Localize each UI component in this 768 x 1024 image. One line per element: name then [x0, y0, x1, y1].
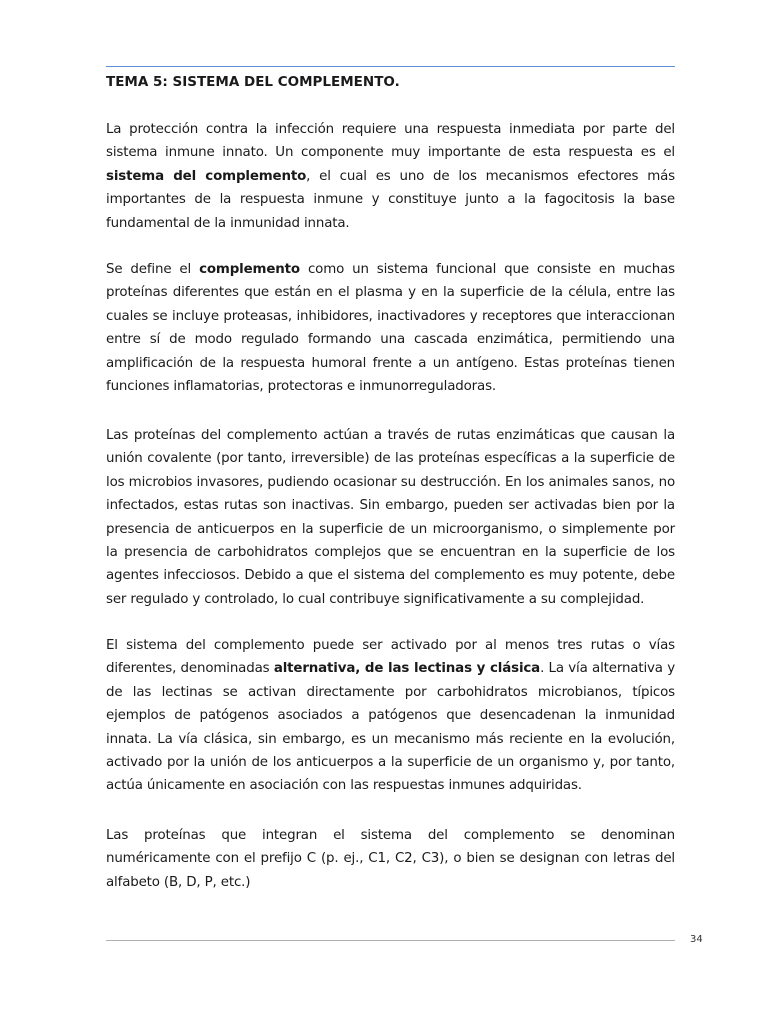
paragraph-text: Se define el — [106, 262, 200, 277]
paragraph-text: como un sistema funcional que consiste en muchas proteínas diferentes que están en el plasma y en la superficie de la célula, entre las cuales se incluye proteasas, inhibidores, inactivadores y receptores que interaccionan entre sí de modo regulado formando una cascada enzimática, permitiendo una amplificación de la respuesta humoral frente a un antígeno. Estas proteínas tienen funciones inflamatorias, protectoras e inmunorreguladoras. — [106, 262, 675, 395]
bold-term: complemento — [199, 262, 300, 277]
paragraph — [106, 258, 675, 398]
page-number: 34 — [690, 934, 703, 945]
paragraph — [106, 824, 675, 894]
page-title: TEMA 5: SISTEMA DEL COMPLEMENTO. — [106, 74, 400, 90]
bold-term: alternativa, de las lectinas y clásica — [273, 661, 541, 677]
paragraph — [106, 634, 675, 798]
bold-term: sistema del complemento — [106, 168, 307, 184]
footer-rule — [106, 940, 675, 941]
paragraph-text: . La vía alternativa y de las lectinas se activan directamente por carbohidratos microbianos, típicos ejemplos de patógenos asociados a patógenos que desencadenan la inmunidad innata. La vía clásica, sin embargo, es un mecanismo más reciente en la evolución, activado por la unión de los anticuerpos a la superficie de un organismo y, por tanto, actúa únicamente en asociación con las respuestas inmunes adquiridas. — [106, 661, 675, 794]
paragraph — [106, 424, 675, 611]
paragraph-text: Las proteínas que integran el sistema del complemento se denominan numéricamente con el prefijo C (p. ej., C1, C2, C3), o bien se designan con letras del alfabeto (B, D, P, etc.) — [106, 828, 675, 890]
paragraph-text: La protección contra la infección requiere una respuesta inmediata por parte del sistema inmune innato. Un componente muy importante de esta respuesta es el — [106, 122, 675, 161]
paragraph — [106, 118, 675, 235]
paragraph-text: , el cual es uno de los mecanismos efectores más importantes de la respuesta inmune y constituye junto a la fagocitosis la base fundamental de la inmunidad innata. — [106, 168, 675, 231]
paragraph-text: El sistema del complemento puede ser activado por al menos tres rutas o vías diferentes, denominadas — [106, 638, 675, 677]
header-rule — [106, 66, 675, 67]
paragraph-text: Las proteínas del complemento actúan a través de rutas enzimáticas que causan la unión covalente (por tanto, irreversible) de las proteínas específicas a la superficie de los microbios invasores, pudiendo ocasionar su destrucción. En los animales sanos, no infectados, estas rutas son inactivas. Sin embargo, pueden ser activadas bien por la presencia de anticuerpos en la superficie de un microorganismo, o simplemente por la presencia de carbohidratos complejos que se encuentran en la superficie de los agentes infecciosos. Debido a que el sistema del complemento es muy potente, debe ser regulado y controlado, lo cual contribuye significativamente a su complejidad. — [106, 428, 675, 607]
